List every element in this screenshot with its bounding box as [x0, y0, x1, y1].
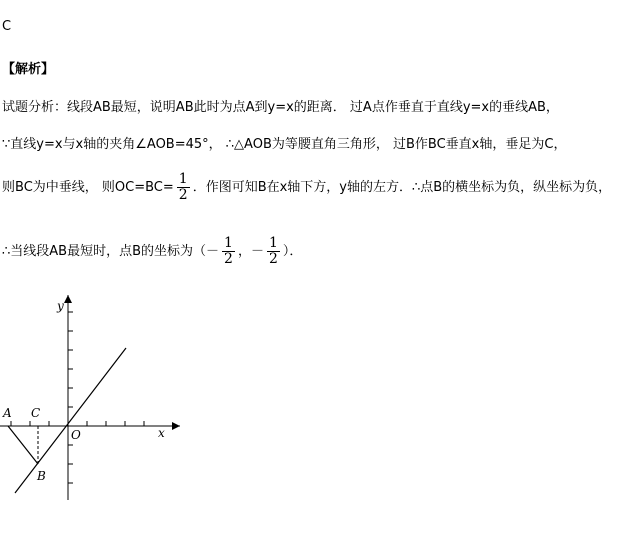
label-x: x: [158, 426, 165, 440]
x-axis-ticks: [11, 421, 144, 426]
geometry-figure: [0, 290, 200, 514]
paragraph-4-part-a: ∴当线段AB最短时，点B的坐标为（－: [2, 244, 220, 259]
fraction-denominator: 2: [178, 187, 188, 203]
x-axis-arrow: [172, 422, 180, 430]
fraction-y-coordinate: [267, 236, 280, 267]
label-b: B: [37, 469, 46, 483]
label-c: C: [31, 406, 41, 420]
paragraph-4-part-b: ）．: [282, 244, 303, 259]
paragraph-4: [2, 236, 302, 267]
paragraph-3-part-a: 则BC为中垂线， 则OC=BC=: [2, 180, 174, 195]
paragraph-1: 试题分析：线段AB最短，说明AB此时为点A到y=x的距离． 过A点作垂直于直线y=x的垂线AB，: [2, 100, 559, 115]
fraction-x-coordinate: [222, 236, 235, 267]
paragraph-3: [2, 172, 611, 203]
fraction-numerator: 1: [268, 235, 278, 251]
fraction-one-half: [177, 172, 190, 203]
label-y: y: [57, 299, 64, 313]
fraction-denominator: 2: [224, 251, 233, 267]
analysis-heading: 【解析】: [2, 62, 55, 77]
paragraph-4-separator: ，－: [237, 244, 264, 259]
paragraph-2: ∵直线y=x与x轴的夹角∠AOB=45°， ∴△AOB为等腰直角三角形， 过B作BC垂直x轴，垂足为C，: [2, 137, 567, 152]
label-a: A: [3, 406, 12, 420]
paragraph-3-part-b: ．作图可知B在x轴下方，y轴的左方．∴点B的横坐标为负，纵坐标为负，: [192, 180, 612, 195]
y-axis-arrow: [64, 295, 72, 303]
fraction-numerator: 1: [224, 235, 233, 251]
label-o: O: [71, 428, 81, 442]
segment-ab: [8, 426, 38, 464]
line-y-equals-x: [15, 348, 126, 493]
y-axis-ticks: [68, 312, 73, 483]
answer-text: C: [2, 19, 12, 34]
fraction-denominator: 2: [268, 251, 278, 267]
fraction-numerator: 1: [178, 171, 188, 187]
